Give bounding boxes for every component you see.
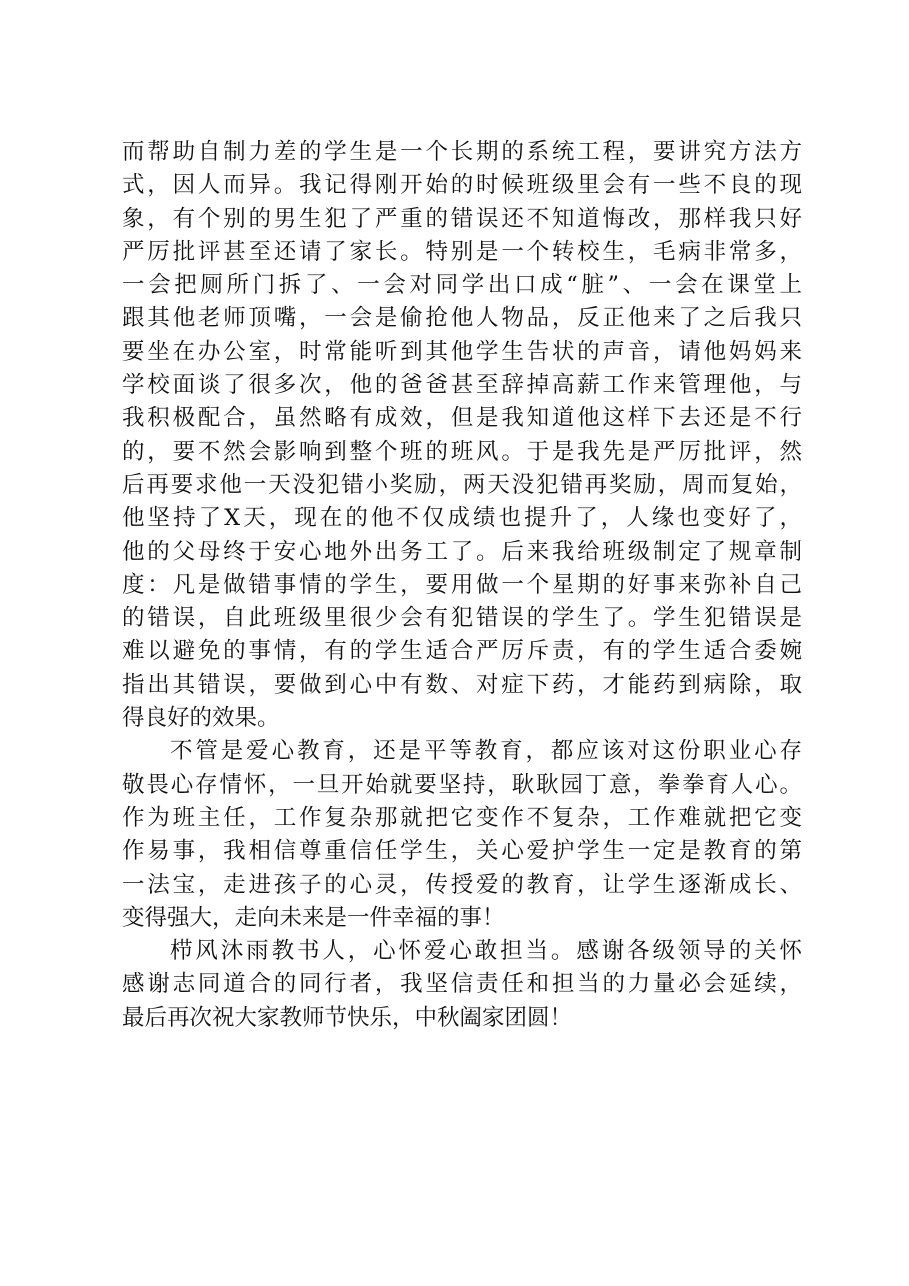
document-body xyxy=(122,136,802,1035)
text-line: 一会把厕所门拆了、一会对同学出口成“脏”、一会在课堂上 xyxy=(122,272,802,299)
paragraph-first-line: 不管是爱心教育，还是平等教育，都应该对这份职业心存 xyxy=(170,738,802,765)
text-line: 他的父母终于安心地外出务工了。后来我给班级制定了规章制 xyxy=(122,538,802,565)
text-line: 后再要求他一天没犯错小奖励，两天没犯错再奖励，周而复始， xyxy=(122,471,802,498)
text-line: 要坐在办公室，时常能听到其他学生告状的声音，请他妈妈来 xyxy=(122,338,802,365)
text-line: 作为班主任，工作复杂那就把它变作不复杂，工作难就把它变 xyxy=(122,804,802,831)
text-line: 变得强大，走向未来是一件幸福的事！ xyxy=(122,904,505,931)
text-line: 式，因人而异。我记得刚开始的时候班级里会有一些不良的现 xyxy=(122,172,802,199)
paragraph-first-line: 栉风沐雨教书人，心怀爱心敢担当。感谢各级领导的关怀 xyxy=(170,938,802,965)
text-line: 的错误，自此班级里很少会有犯错误的学生了。学生犯错误是 xyxy=(122,605,802,632)
text-line: 他坚持了X天，现在的他不仅成绩也提升了，人缘也变好了， xyxy=(122,505,802,532)
text-line: 而帮助自制力差的学生是一个长期的系统工程，要讲究方法方 xyxy=(122,139,802,165)
text-line: 的，要不然会影响到整个班的班风。于是我先是严厉批评，然 xyxy=(122,438,802,465)
text-line: 我积极配合，虽然略有成效，但是我知道他这样下去还是不行 xyxy=(122,405,802,432)
text-line: 一法宝，走进孩子的心灵，传授爱的教育，让学生逐渐成长、 xyxy=(122,871,802,898)
text-line: 最后再次祝大家教师节快乐，中秋阖家团圆！ xyxy=(122,1004,573,1031)
text-line: 作易事，我相信尊重信任学生，关心爱护学生一定是教育的第 xyxy=(122,838,802,865)
text-line: 严厉批评甚至还请了家长。特别是一个转校生，毛病非常多， xyxy=(122,238,802,265)
text-line: 学校面谈了很多次，他的爸爸甚至辞掉高薪工作来管理他，与 xyxy=(122,372,802,399)
text-line: 跟其他老师顶嘴，一会是偷抢他人物品，反正他来了之后我只 xyxy=(122,305,802,332)
text-line: 指出其错误，要做到心中有数、对症下药，才能药到病除，取 xyxy=(122,671,802,698)
text-line: 象，有个别的男生犯了严重的错误还不知道悔改，那样我只好 xyxy=(122,205,802,232)
text-line: 感谢志同道合的同行者，我坚信责任和担当的力量必会延续， xyxy=(122,971,802,998)
text-line: 度：凡是做错事情的学生，要用做一个星期的好事来弥补自己 xyxy=(122,571,802,598)
text-line: 难以避免的事情，有的学生适合严厉斥责，有的学生适合委婉 xyxy=(122,638,802,665)
text-line: 敬畏心存情怀，一旦开始就要坚持，耿耿园丁意，拳拳育人心。 xyxy=(122,771,802,798)
text-line: 得良好的效果。 xyxy=(122,705,280,732)
